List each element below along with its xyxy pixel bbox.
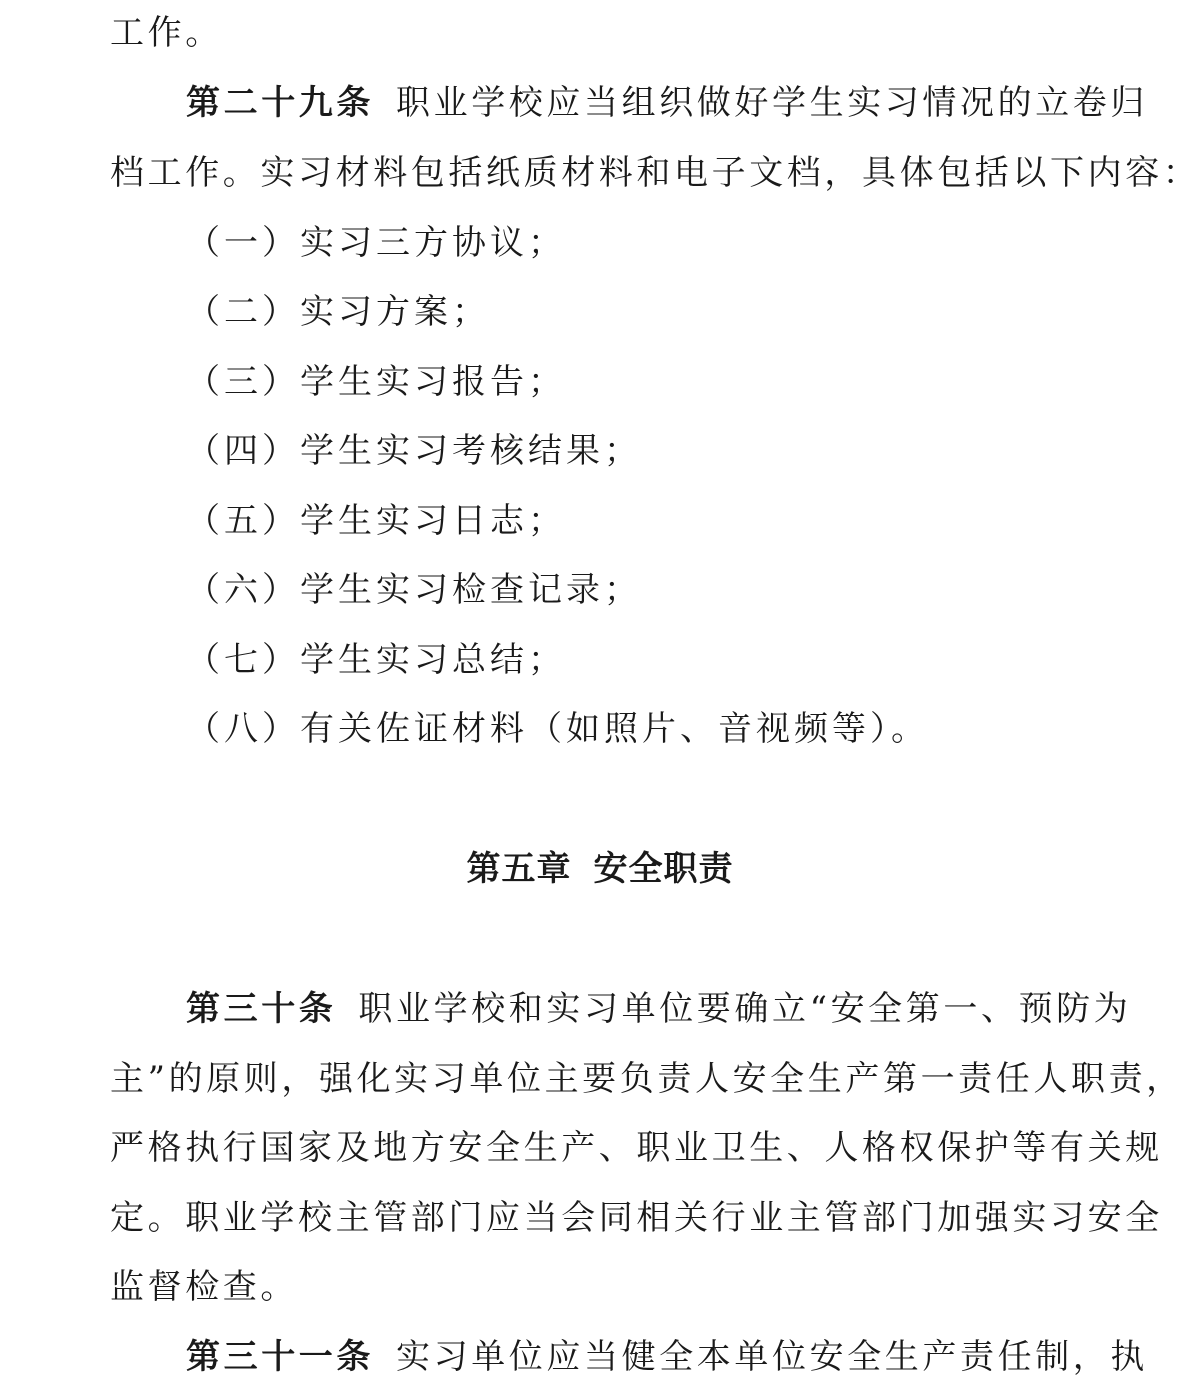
chapter-heading — [0, 844, 1200, 894]
list-item-2: （二）实习方案； — [186, 292, 490, 332]
list-item-1: （一）实习三方协议； — [186, 223, 566, 263]
article-30-line-2: 主”的原则，强化实习单位主要负责人安全生产第一责任人职责， — [110, 1059, 1184, 1099]
paragraph-continuation: 工作。 — [110, 13, 223, 53]
article-31-label: 第三十一条 — [186, 1337, 374, 1377]
article-30-line-3: 严格执行国家及地方安全生产、职业卫生、人格权保护等有关规 — [110, 1128, 1163, 1168]
article-30-label: 第三十条 — [186, 989, 337, 1029]
article-31-text-1: 实习单位应当健全本单位安全生产责任制，执 — [396, 1337, 1148, 1377]
article-29-label: 第二十九条 — [186, 83, 374, 123]
list-item-3: （三）学生实习报告； — [186, 362, 566, 402]
article-30-line-1 — [110, 984, 1132, 1034]
list-item-7: （七）学生实习总结； — [186, 640, 566, 680]
list-item-5: （五）学生实习日志； — [186, 501, 566, 541]
chapter-number: 第五章 — [466, 849, 572, 889]
list-item-4: （四）学生实习考核结果； — [186, 431, 642, 471]
article-29-line-2: 档工作。实习材料包括纸质材料和电子文档，具体包括以下内容： — [110, 153, 1200, 193]
chapter-title: 安全职责 — [593, 849, 734, 889]
article-30-line-5: 监督检查。 — [110, 1267, 298, 1307]
article-30-text-1: 职业学校和实习单位要确立“安全第一、预防为 — [358, 989, 1132, 1029]
article-31-line-1 — [110, 1332, 1148, 1382]
list-item-8: （八）有关佐证材料（如照片、音视频等）。 — [186, 709, 929, 749]
article-29-text-1: 职业学校应当组织做好学生实习情况的立卷归 — [396, 83, 1148, 123]
list-item-6: （六）学生实习检查记录； — [186, 570, 642, 610]
article-30-line-4: 定。职业学校主管部门应当会同相关行业主管部门加强实习安全 — [110, 1198, 1163, 1238]
article-29-line-1 — [110, 78, 1148, 128]
